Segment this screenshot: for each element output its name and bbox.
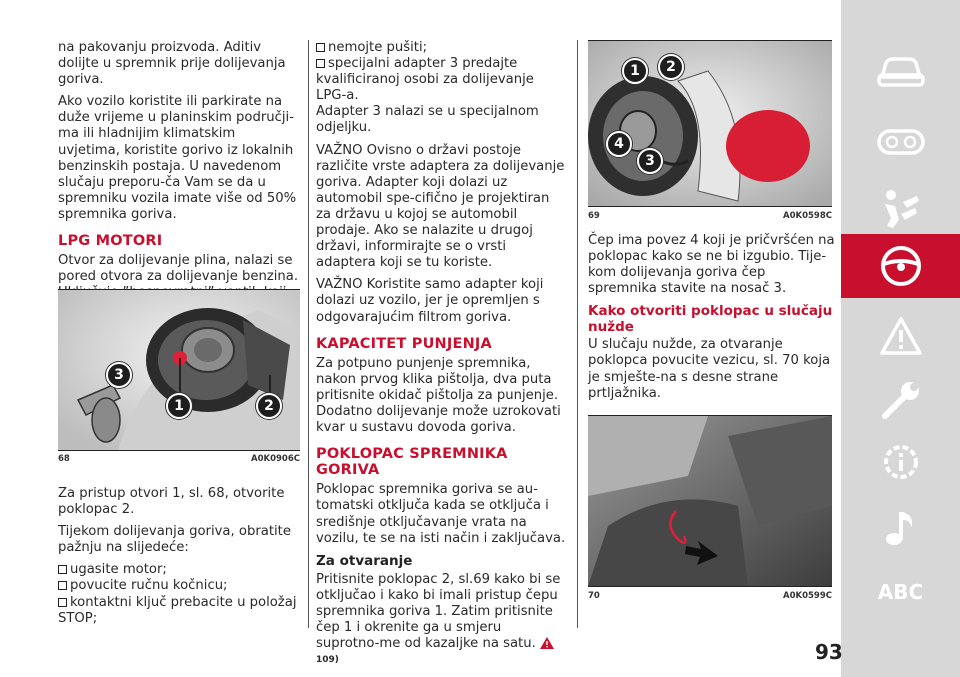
figure-number: 69 (588, 211, 600, 221)
dashboard-icon[interactable] (841, 112, 960, 172)
paragraph: na pakovanju proizvoda. Aditiv dolijte u spremnik prije dolijevanja goriva. (58, 40, 286, 88)
paragraph: Poklopac spremnika goriva se au-tomatski otključa kada se otključa i središnje otključavanje vrata na vozilu, te se na isti način i zaključava. (316, 482, 566, 546)
trunk-release-illustration (588, 416, 832, 586)
checkbox-icon (58, 565, 67, 574)
checklist-item: nemojte pušiti; (316, 40, 566, 56)
column-3 (588, 233, 836, 408)
checklist-item: specijalni adapter 3 predajte kvalificiranoj osobi za dolijevanje LPG-a. (316, 56, 534, 104)
warning-triangle-icon (540, 637, 554, 649)
section-heading-capacity: KAPACITET PUNJENJA (316, 335, 492, 352)
checkbox-icon (316, 43, 325, 52)
callout-2: 2 (658, 54, 684, 80)
subheading-opening: Za otvaranje (316, 552, 413, 569)
chapter-sidebar (841, 0, 960, 677)
figure-number: 68 (58, 454, 70, 464)
page-number: 93 (815, 640, 843, 664)
figure-69-image (588, 40, 832, 207)
paragraph: Za pristup otvori 1, sl. 68, otvorite poklopac 2. (58, 486, 285, 518)
paragraph: Ako vozilo koristite ili parkirate na duže vrijeme u planinskim područji-ma ili hladnijim klimatskim uvjetima, koristite gorivo iz lokalnih benzinskih postaja. U navedenom slučaju preporu-ča Vam se da u spremniku vozila imate više od 50% spremnika goriva. (58, 94, 297, 222)
fuel-flap-illustration (58, 290, 300, 450)
paragraph: Za potpuno punjenje spremnika, nakon prvog klika pištolja, dva puta pritisnite okidač pištolja za punjenje. Dodatno dolijevanje može uzrokovati kvar u sustavu dovoda goriva. (316, 355, 561, 436)
paragraph: Čep ima povez 4 koji je pričvršćen na poklopac kako se ne bi izgubio. Tije-kom dolijevanja goriva čep spremnika stavite na nosač 3. (588, 233, 835, 297)
checklist-item: kontaktni ključ prebacite u položaj STOP; (58, 594, 297, 626)
section-heading-lpg: LPG MOTORI (58, 233, 163, 250)
figure-69 (588, 40, 832, 225)
steering-wheel-icon[interactable] (841, 234, 960, 298)
figure-code: A0K0599C (783, 591, 832, 601)
paragraph: Tijekom dolijevanja goriva, obratite pažnju na slijedeće: (58, 524, 291, 556)
car-outline-icon[interactable] (841, 42, 960, 102)
column-2 (316, 40, 566, 675)
figure-code: A0K0598C (783, 211, 832, 221)
column-separator-2 (577, 40, 578, 628)
callout-4: 4 (606, 131, 632, 157)
wrench-icon[interactable] (841, 370, 960, 430)
checklist-item: ugasite motor; (58, 562, 300, 578)
column-1 (58, 40, 300, 324)
abc-index-icon[interactable] (841, 562, 960, 622)
checkbox-icon (58, 581, 67, 590)
checkbox-icon (58, 598, 67, 607)
callout-3: 3 (106, 362, 132, 388)
checklist-item: povucite ručnu kočnicu; (58, 578, 300, 594)
warning-reference: 109) (316, 655, 339, 666)
callout-1: 1 (622, 58, 648, 84)
figure-code: A0K0906C (251, 454, 300, 464)
callout-2: 2 (256, 393, 282, 419)
section-heading-fuel-cap: POKLOPAC SPREMNIKA GORIVA (316, 446, 508, 479)
column-separator-1 (308, 40, 309, 628)
figure-number: 70 (588, 591, 600, 601)
paragraph: U slučaju nužde, za otvaranje poklopca povucite vezicu, sl. 70 koja je smješte-na s desne strane prtljažnika. (588, 337, 831, 401)
paragraph-important: VAŽNO Koristite samo adapter koji dolazi uz vozilo, jer je opremljen s odgovarajućim filtrom goriva. (316, 277, 544, 325)
paragraph: Adapter 3 nalazi se u specijalnom odjeljku. (316, 104, 539, 136)
callout-1: 1 (166, 393, 192, 419)
section-heading-emergency: Kako otvoriti poklopac u slučaju nužde (588, 303, 833, 336)
paragraph: Otvor za dolijevanje plina, nalazi se pored otvora za dolijevanje benzina. (58, 253, 299, 285)
seat-person-icon[interactable] (841, 180, 960, 240)
callout-3: 3 (637, 148, 663, 174)
abc-label: ABC (877, 580, 924, 604)
column-1-lower (58, 486, 300, 627)
gear-info-icon[interactable] (841, 432, 960, 492)
figure-68 (58, 289, 300, 474)
warning-triangle-icon[interactable] (841, 306, 960, 366)
figure-70-image (588, 415, 832, 587)
paragraph: Pritisnite poklopac 2, sl.69 kako bi se otključao i kako bi imali pristup čepu spremnika goriva 1. Zatim pritisnite čep 1 i okrenite ga u smjeru suprotno-me od kazaljke na satu. $^{109)}$ (316, 571, 561, 666)
figure-70 (588, 415, 832, 605)
music-note-icon[interactable] (841, 498, 960, 558)
checkbox-icon (316, 59, 325, 68)
figure-68-image (58, 289, 300, 451)
paragraph-important: VAŽNO Ovisno o državi postoje različite vrste adaptera za dolijevanje goriva. Adapter koji dolazi uz automobil spe-cifično je projektiran za državu u kojoj se automobil prodaje. Ako se nalazite u drugoj državi, informirajte se o vrsti adaptera koji se tu koriste. (316, 142, 565, 271)
